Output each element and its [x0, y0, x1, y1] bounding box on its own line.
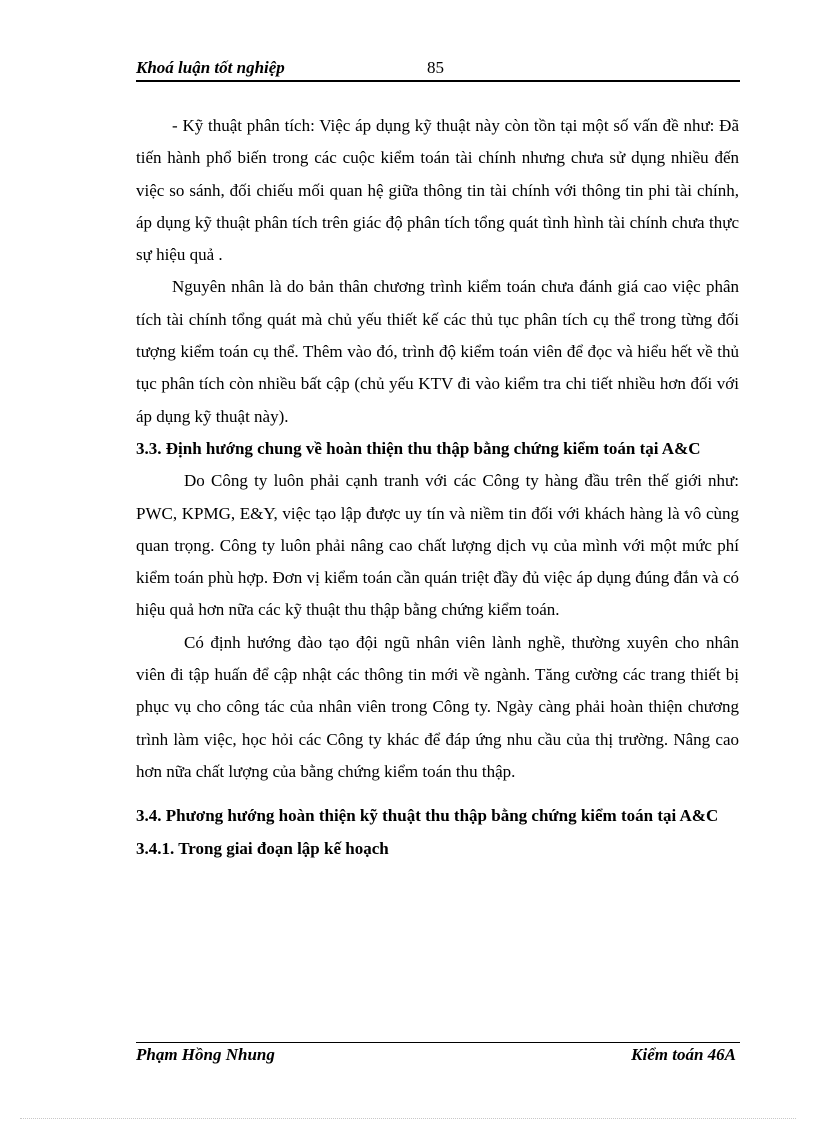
- page-header: [136, 58, 740, 80]
- header-rule: [136, 80, 740, 82]
- footer-class: Kiểm toán 46A: [631, 1045, 736, 1064]
- paragraph-analysis-technique: - Kỹ thuật phân tích: Việc áp dụng kỹ thuật này còn tồn tại một số vấn đề như: Đã tiến hành phổ biến trong các cuộc kiểm toán tài chính nhưng chưa sử dụng nhiều đến việc so sánh, đối chiếu mối quan hệ giữa thông tin tài chính với thông tin phi tài chính, áp dụng kỹ thuật phân tích trên giác độ phân tích tổng quát tình hình tài chính chưa thực sự hiệu quả .: [136, 116, 739, 265]
- footer-rule: [136, 1042, 740, 1043]
- paragraph-competition: Do Công ty luôn phải cạnh tranh với các Công ty hàng đầu trên thế giới như: PWC, KPMG, E&Y, việc tạo lập được uy tín và niềm tin đối với khách hàng là vô cùng quan trọng. Công ty luôn phải nâng cao chất lượng dịch vụ của mình với một mức phí kiểm toán phù hợp. Đơn vị kiểm toán cần quán triệt đầy đủ việc áp dụng đúng đắn và có hiệu quả hơn nữa các kỹ thuật thu thập bằng chứng kiểm toán.: [136, 471, 739, 620]
- page-number: 85: [427, 58, 444, 77]
- document-body: [136, 110, 739, 865]
- section-gap: [136, 788, 739, 800]
- page-bottom-dotted-line: [20, 1118, 796, 1119]
- heading-3-4-1: 3.4.1. Trong giai đoạn lập kế hoạch: [136, 838, 389, 858]
- paragraph-cause: Nguyên nhân là do bản thân chương trình kiểm toán chưa đánh giá cao việc phân tích tài chính tổng quát mà chủ yếu thiết kế các thủ tục phân tích cụ thể trong từng đối tượng kiểm toán cụ thể. Thêm vào đó, trình độ kiểm toán viên để đọc và hiểu hết về thủ tục phân tích còn nhiều bất cập (chủ yếu KTV đi vào kiểm tra chi tiết nhiều hơn đối với áp dụng kỹ thuật này).: [136, 277, 739, 426]
- page-footer: [136, 1045, 740, 1069]
- paragraph-training: Có định hướng đào tạo đội ngũ nhân viên lành nghề, thường xuyên cho nhân viên đi tập huấn để cập nhật các thông tin mới về ngành. Tăng cường các trang thiết bị phục vụ cho công tác của nhân viên trong Công ty. Ngày càng phải hoàn thiện chương trình làm việc, học hỏi các Công ty khác để đáp ứng nhu cầu của thị trường. Nâng cao hơn nữa chất lượng của bằng chứng kiểm toán thu thập.: [136, 632, 739, 781]
- document-title: Khoá luận tốt nghiệp: [136, 58, 285, 77]
- footer-author: Phạm Hồng Nhung: [136, 1045, 275, 1064]
- heading-3-4: 3.4. Phương hướng hoàn thiện kỹ thuật thu thập bằng chứng kiểm toán tại A&C: [136, 806, 719, 826]
- heading-3-3: 3.3. Định hướng chung về hoàn thiện thu thập bằng chứng kiểm toán tại A&C: [136, 438, 701, 458]
